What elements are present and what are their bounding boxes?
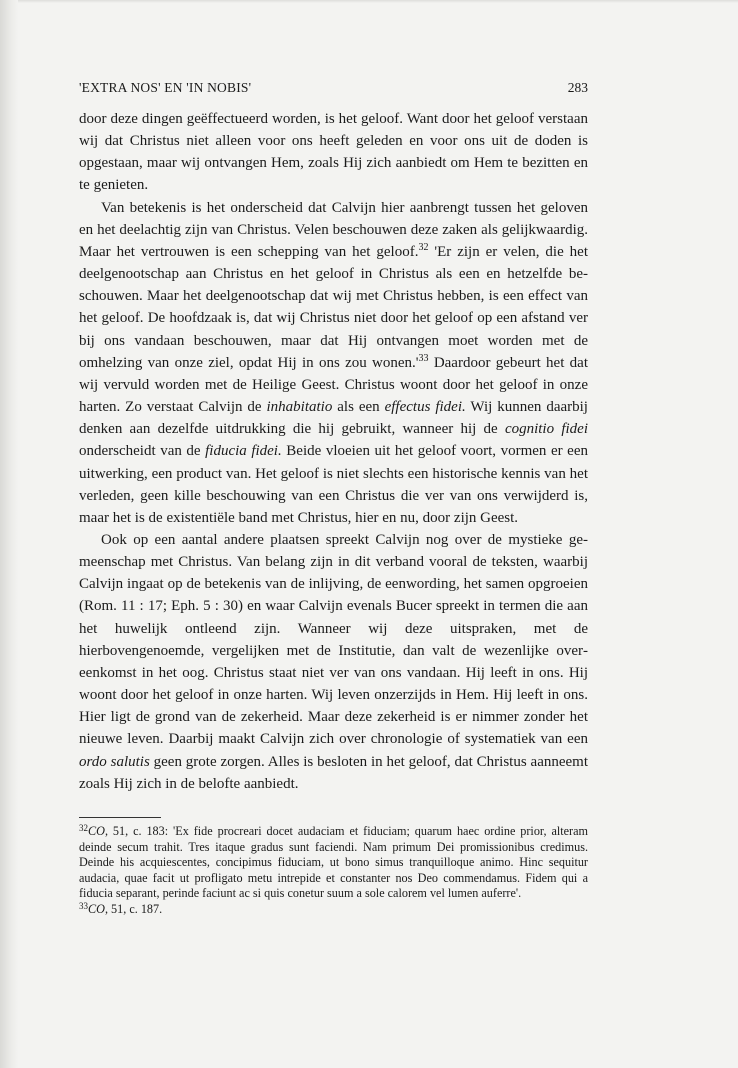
footnote-number: 33 xyxy=(79,900,88,911)
latin-term: ordo salutis xyxy=(79,753,150,770)
page-spine-shadow xyxy=(0,0,18,1068)
paragraph-1: door deze dingen geëffectueerd worden, is het geloof. Want door het geloof verstaan wij dat Christus niet alleen voor ons heeft geleden en voor ons uit de doden is opgestaan, maar wij ontvangen Hem, zoals Hij zich aanbiedt om Hem te bezitten en te genieten. xyxy=(79,111,588,194)
footnote-separator xyxy=(79,817,161,818)
footnote-text: , 51, c. 183: 'Ex fide procreari docet audaciam et fiduciam; quarum haec ordine prior, alteram deinde secum trahit. Tres itaque gradus sunt faciendi. Nam primum Dei promissionibus credimus. Deinde his acquiescentes, concipimus fiduciam, ut bono simus tranquilloque animo. Hinc sequitur audacia, quae facit ut profligato metu intrepide et constanter nos Deo commendamus. Fidem qui a fiducia separant, perinde faciunt ac si quis conetur suum a sole calorem vel lumen auferre'. xyxy=(79,824,588,901)
footnote-number: 32 xyxy=(79,823,88,833)
footnote-ref-32[interactable]: 32 xyxy=(418,241,429,253)
latin-term: inhabitatio xyxy=(266,399,333,416)
latin-term: effectus fidei. xyxy=(384,399,466,416)
footnote-32 xyxy=(79,824,588,902)
paragraph-3: Ook op een aantal andere plaatsen spreekt Calvijn nog over de mystieke gemeenschap met Christus. Van belang zijn in dit verband vooral de teksten, waarbij Calvijn ingaat op de betekenis van de inlijving, de eenwording, het samen opgroeien (Rom. 11 : 17; Eph. 5 : 30) en waar Calvijn evenals Bucer spreekt in termen die aan het huwelijk ontleend zijn. Wanneer wij deze uitspraken, met de hierbovengenoemde, vergelijken met de Institutie, dan valt de wezenlijke overeenkomst in het oog. Christus staat niet ver van ons vandaan. Hij leeft in ons. Hij woont door het geloof in onze harten. Wij leven onzerzijds in Hem. Hij leeft in ons. Hier ligt de grond van de zekerheid. Maar deze zekerheid is er nimmer zonder het nieuwe leven. Daarbij maakt Calvijn zich over chronologie of systematiek van een ordo salutis geen grote zorgen. Alles is besloten in het geloof, dat Christus aanneemt zoals Hij zich in de belofte aanbiedt. xyxy=(79,531,588,792)
page-number: 283 xyxy=(567,80,588,95)
body-text xyxy=(79,108,588,795)
running-head: 'EXTRA NOS' EN 'IN NOBIS' xyxy=(79,80,252,95)
footnotes xyxy=(79,824,588,918)
footnote-source: CO xyxy=(88,901,105,916)
footnote-text: , 51, c. 187. xyxy=(104,901,163,916)
page-top-edge xyxy=(18,0,738,3)
footnote-33 xyxy=(79,902,588,918)
latin-term: fiducia fidei. xyxy=(205,443,282,460)
latin-term: cognitio fidei xyxy=(504,421,588,438)
footnote-source: CO xyxy=(88,824,105,838)
paragraph-2: Van betekenis is het onderscheid dat Calvijn hier aanbrengt tussen het geloven en het deelachtig zijn van Christus. Velen beschouwen deze zaken als gelijkwaardig. Maar het vertrouwen is een schepping van het geloof.$^{32}$ 'Er zijn er velen, die het deelgenootschap aan Christus en het geloof in Christus als een en hetzelfde beschouwen. Maar het deelgenootschap dat wij met Christus hebben, is een effect van het geloof. De hoofdzaak is, dat wij Christus niet door het geloof op een afstand ver bij ons vandaan beschouwen, maar dat Hij ontvangen moet worden met de omhelzing van onze ziel, opdat Hij in ons zou $wonen.'^{33}$ Daardoor gebeurt het dat wij vervuld worden met de Heilige Geest. Christus woont door het geloof in onze harten. Zo verstaat Calvijn de inhabitatio als een effectus fidei. Wij kunnen daarbij denken aan dezelfde uitdrukking die hij gebruikt, wanneer hij de cognitio fidei onderscheidt van de fiducia fidei. Beide vloeien uit het geloof voort, vormen er een uitwerking, een product van. Het geloof is niet slechts een historische kennis van het verleden, geen kille beschouwing van een Christus die ver van ons verwijderd is, maar het is de existentiële band met Christus, hier en nu, door zijn Geest. xyxy=(79,199,588,526)
page-header xyxy=(79,80,588,98)
footnote-ref-33[interactable]: 33 xyxy=(418,352,429,364)
